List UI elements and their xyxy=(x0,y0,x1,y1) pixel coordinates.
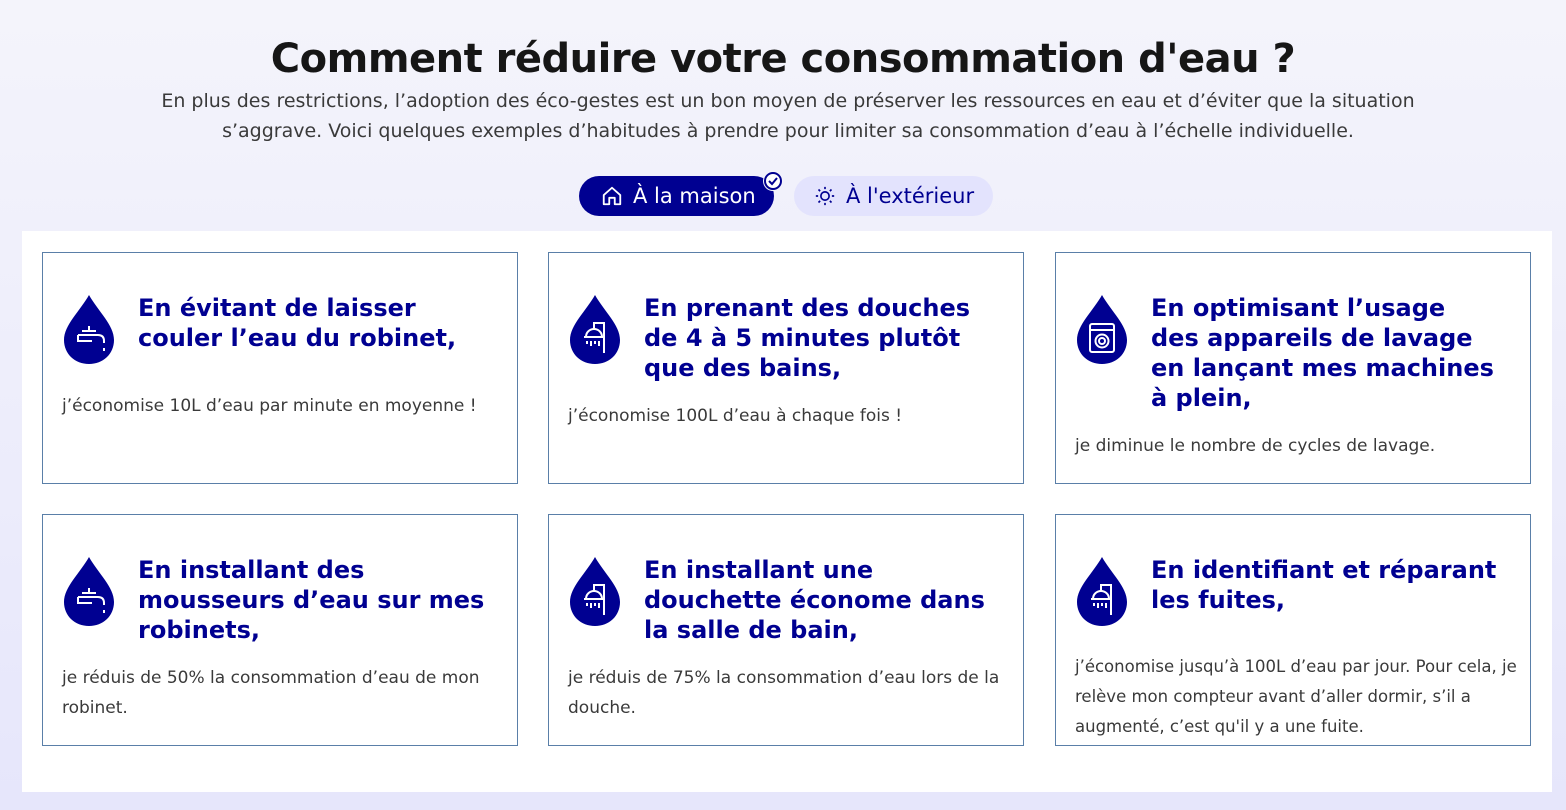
faucet-drop-icon xyxy=(62,293,116,365)
tip-card xyxy=(548,514,1024,746)
faucet-drop-icon xyxy=(62,555,116,627)
tip-title: En prenant des douches de 4 à 5 minutes plutôt que des bains, xyxy=(644,294,971,382)
selected-check-icon xyxy=(763,171,783,191)
tip-description: j’économise 100L d’eau à chaque fois ! xyxy=(568,406,903,426)
tab-home[interactable] xyxy=(579,176,774,216)
tip-description: je réduis de 75% la consommation d’eau lors de la douche. xyxy=(568,668,1000,718)
tips-panel xyxy=(22,231,1552,792)
shower-drop-icon xyxy=(568,555,622,627)
tab-home-label: À la maison xyxy=(633,184,756,208)
tip-description: je réduis de 50% la consommation d’eau de mon robinet. xyxy=(62,668,480,718)
page-title: Comment réduire votre consommation d'eau ? xyxy=(270,35,1296,82)
shower-drop-icon xyxy=(568,293,622,365)
shower-drop-icon xyxy=(1075,555,1129,627)
tip-card xyxy=(1055,252,1531,484)
tip-title: En identifiant et réparant les fuites, xyxy=(1151,556,1497,614)
tip-title: En optimisant l’usage des appareils de lavage en lançant mes machines à plein, xyxy=(1151,294,1494,412)
tip-card xyxy=(1055,514,1531,746)
tab-outdoor[interactable] xyxy=(794,176,993,216)
home-icon xyxy=(601,185,623,207)
washing-machine-drop-icon xyxy=(1075,293,1129,365)
tab-outdoor-label: À l'extérieur xyxy=(846,184,975,208)
tab-list xyxy=(0,176,1566,216)
tip-description: je diminue le nombre de cycles de lavage. xyxy=(1075,436,1436,456)
tip-description: j’économise 10L d’eau par minute en moyenne ! xyxy=(62,396,477,416)
intro-text: En plus des restrictions, l’adoption des éco-gestes est un bon moyen de préserver les ressources en eau et d’éviter que la situation s’aggrave. Voici quelques exemples d’habitudes à prendre pour limiter sa consommation d’eau à l’échelle individuelle. xyxy=(161,90,1415,142)
tip-card xyxy=(42,514,518,746)
tip-description: j’économise jusqu’à 100L d’eau par jour. Pour cela, je relève mon compteur avant d’aller dormir, s’il a augmenté, c’est qu'il y a une fuite. xyxy=(1075,657,1517,736)
tip-title: En installant des mousseurs d’eau sur mes robinets, xyxy=(138,556,485,644)
tip-title: En installant une douchette économe dans la salle de bain, xyxy=(644,556,985,644)
tip-title: En évitant de laisser couler l’eau du robinet, xyxy=(138,294,457,352)
tip-card xyxy=(548,252,1024,484)
sun-icon xyxy=(814,185,836,207)
tip-card xyxy=(42,252,518,484)
